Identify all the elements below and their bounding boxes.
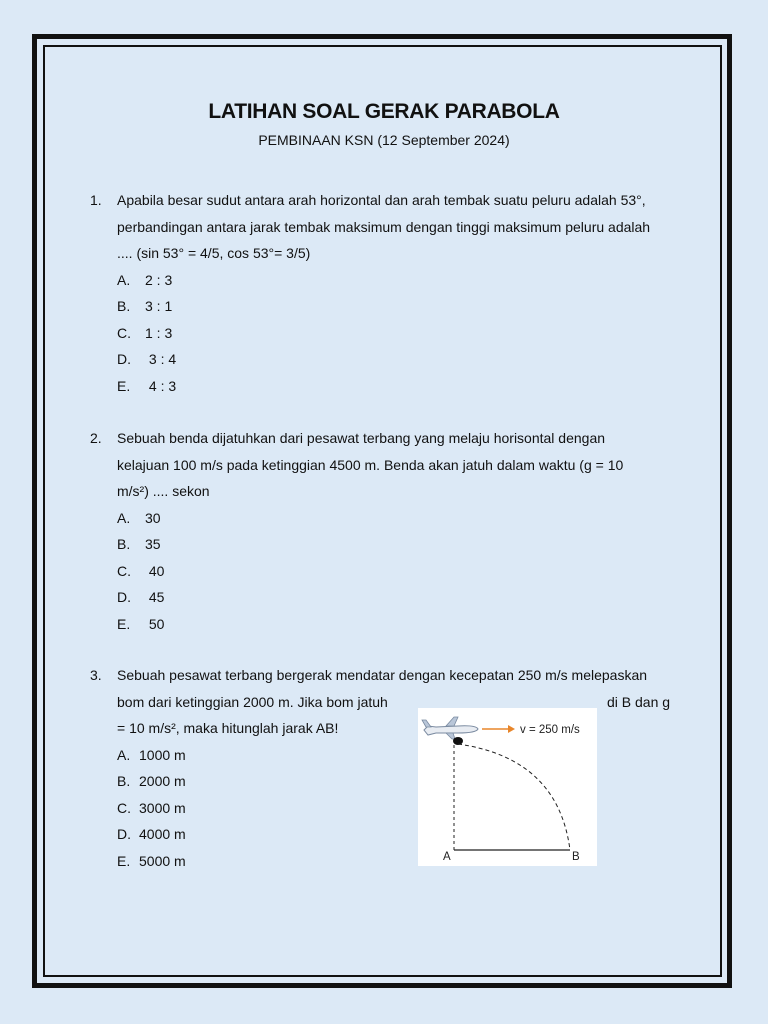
question-text-line: .... (sin 53° = 4/5, cos 53°= 3/5) [117,245,311,261]
question-text-line: kelajuan 100 m/s pada ketinggian 4500 m. Benda akan jatuh dalam waktu (g = 10 [117,456,624,473]
question-text-line: bom dari ketinggian 2000 m. Jika bom jatuh di B dan g [117,693,671,710]
question-text-line: = 10 m/s², maka hitunglah jarak AB! [117,720,339,736]
question-text-line: perbandingan antara jarak tembak maksimum dengan tinggi maksimum peluru adalah [117,218,651,235]
answer-option-b[interactable]: B. 2000 m [117,773,186,789]
answer-option-d[interactable]: D. 45 [117,589,165,605]
answer-option-c[interactable]: C. 1 : 3 [117,324,173,341]
point-a-label: A [443,851,451,863]
answer-option-a[interactable]: A. 30 [117,509,161,526]
velocity-label: v = 250 m/s [520,724,580,736]
question-text-line: Apabila besar sudut antara arah horizontal dan arah tembak suatu peluru adalah 53°, [117,192,646,208]
question-text-line: Sebuah pesawat terbang bergerak mendatar dengan kecepatan 250 m/s melepaskan [117,667,648,683]
answer-option-b[interactable]: B. 3 : 1 [117,298,173,314]
question-text-line: m/s²) .... sekon [117,483,210,499]
trajectory-figure [418,708,597,866]
question-text-line: Sebuah benda dijatuhkan dari pesawat terbang yang melaju horisontal dengan [117,430,606,446]
page-subtitle: PEMBINAAN KSN (12 September 2024) [258,132,510,148]
bomb-icon [453,737,463,745]
answer-option-e[interactable]: E. 4 : 3 [117,377,177,394]
page-title: LATIHAN SOAL GERAK PARABOLA [208,100,560,123]
answer-option-e[interactable]: E. 5000 m [117,852,186,869]
airplane-icon [422,717,478,739]
velocity-arrowhead [508,725,515,733]
answer-option-d[interactable]: D. 3 : 4 [117,351,177,367]
trajectory-diagram [418,708,597,866]
answer-option-a[interactable]: A. 1000 m [117,746,186,763]
point-b-label: B [572,851,580,863]
answer-option-b[interactable]: B. 35 [117,536,161,552]
answer-option-c[interactable]: C. 40 [117,562,165,579]
question-number: 3. [90,667,102,683]
answer-option-c[interactable]: C. 3000 m [117,799,186,816]
question-number: 1. [90,192,102,208]
trajectory-curve [458,744,570,850]
question-number: 2. [90,430,102,446]
answer-option-e[interactable]: E. 50 [117,615,165,632]
answer-option-d[interactable]: D. 4000 m [117,826,186,842]
answer-option-a[interactable]: A. 2 : 3 [117,271,173,288]
